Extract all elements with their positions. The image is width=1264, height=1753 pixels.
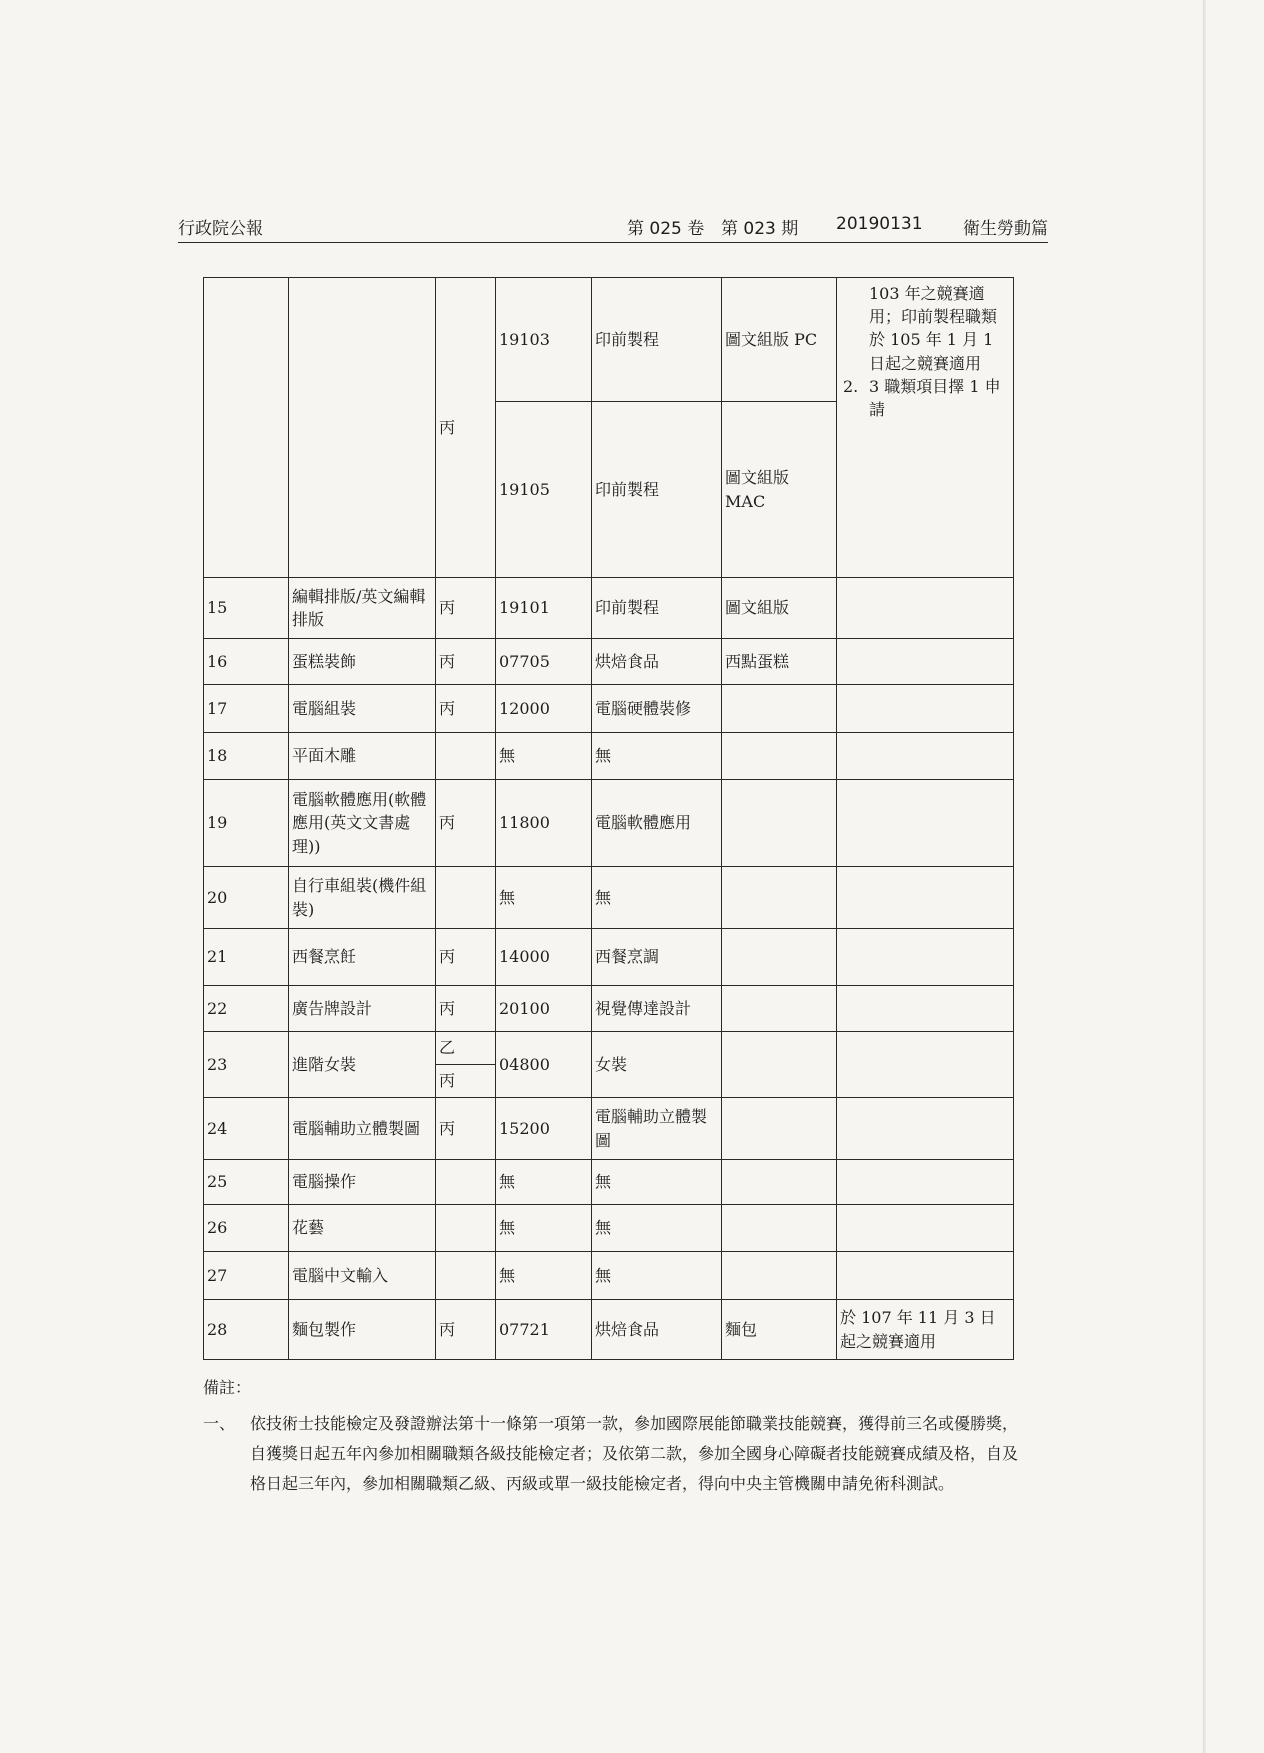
code-cell: 12000 xyxy=(496,685,592,733)
code-cell: 07705 xyxy=(496,639,592,685)
row-number-cell: 15 xyxy=(204,578,289,639)
competition-name-cell xyxy=(289,278,436,578)
category-cell: 無 xyxy=(592,1252,722,1300)
level-cell: 丙 xyxy=(436,578,496,639)
table-row xyxy=(204,578,1014,639)
publication-name: 行政院公報 xyxy=(178,219,263,239)
level-cell: 丙 xyxy=(436,639,496,685)
category-cell: 電腦軟體應用 xyxy=(592,780,722,867)
note-cell xyxy=(837,929,1014,986)
code-cell: 19105 xyxy=(496,402,592,578)
item-cell xyxy=(722,986,837,1032)
level-cell: 丙 xyxy=(436,1065,496,1098)
competition-name-cell: 電腦中文輸入 xyxy=(289,1252,436,1300)
page-header xyxy=(178,212,1048,243)
item-cell xyxy=(722,780,837,867)
item-cell xyxy=(722,867,837,929)
item-cell xyxy=(722,1160,837,1205)
code-cell: 無 xyxy=(496,1252,592,1300)
issue-number: 第 023 期 xyxy=(721,219,799,239)
code-cell: 無 xyxy=(496,867,592,929)
remarks-title: 備註： xyxy=(203,1378,252,1397)
item-cell xyxy=(722,1032,837,1098)
competition-name-cell: 蛋糕裝飾 xyxy=(289,639,436,685)
competition-name-cell: 麵包製作 xyxy=(289,1300,436,1360)
row-number-cell: 20 xyxy=(204,867,289,929)
note-cell xyxy=(837,867,1014,929)
publication-date: 20190131 xyxy=(836,214,923,234)
level-cell xyxy=(436,1160,496,1205)
table-row xyxy=(204,867,1014,929)
row-number-cell: 18 xyxy=(204,733,289,780)
category-cell: 印前製程 xyxy=(592,278,722,402)
level-cell xyxy=(436,733,496,780)
level-cell: 丙 xyxy=(436,986,496,1032)
category-cell: 烘焙食品 xyxy=(592,1300,722,1360)
note-cell xyxy=(837,1098,1014,1160)
note-cell xyxy=(837,780,1014,867)
table-row xyxy=(204,986,1014,1032)
competition-name-cell: 平面木雕 xyxy=(289,733,436,780)
table-row xyxy=(204,929,1014,986)
note-cell xyxy=(837,685,1014,733)
competition-name-cell: 進階女裝 xyxy=(289,1032,436,1098)
note-cell: 於 107 年 11 月 3 日起之競賽適用 xyxy=(837,1300,1014,1360)
table-row xyxy=(204,639,1014,685)
note-cell xyxy=(837,986,1014,1032)
competition-name-cell: 編輯排版/英文編輯排版 xyxy=(289,578,436,639)
competition-name-cell: 西餐烹飪 xyxy=(289,929,436,986)
table-row xyxy=(204,685,1014,733)
item-cell: 圖文組版 MAC xyxy=(722,402,837,578)
category-cell: 無 xyxy=(592,1205,722,1252)
code-cell: 無 xyxy=(496,733,592,780)
note-item: 2. 3 職類項目擇 1 申請 xyxy=(843,376,1001,419)
section-name: 衛生勞動篇 xyxy=(963,219,1048,239)
level-cell xyxy=(436,1205,496,1252)
row-number-cell: 19 xyxy=(204,780,289,867)
note-cell xyxy=(837,1252,1014,1300)
table-row xyxy=(204,733,1014,780)
competition-name-cell: 花藝 xyxy=(289,1205,436,1252)
code-cell: 19103 xyxy=(496,278,592,402)
note-cell xyxy=(837,1205,1014,1252)
code-cell: 11800 xyxy=(496,780,592,867)
note-cell xyxy=(837,1032,1014,1098)
category-cell: 電腦硬體裝修 xyxy=(592,685,722,733)
item-cell xyxy=(722,1098,837,1160)
category-cell: 電腦輔助立體製圖 xyxy=(592,1098,722,1160)
category-cell: 印前製程 xyxy=(592,578,722,639)
code-cell: 04800 xyxy=(496,1032,592,1098)
competition-name-cell: 電腦軟體應用(軟體應用(英文文書處理)) xyxy=(289,780,436,867)
category-cell: 無 xyxy=(592,867,722,929)
category-cell: 女裝 xyxy=(592,1032,722,1098)
code-cell: 14000 xyxy=(496,929,592,986)
table-row xyxy=(204,780,1014,867)
competition-name-cell: 電腦組裝 xyxy=(289,685,436,733)
level-cell: 丙 xyxy=(436,685,496,733)
item-cell: 西點蛋糕 xyxy=(722,639,837,685)
level-cell: 丙 xyxy=(436,278,496,578)
item-cell: 圖文組版 PC xyxy=(722,278,837,402)
row-number-cell: 22 xyxy=(204,986,289,1032)
competition-name-cell: 廣告牌設計 xyxy=(289,986,436,1032)
code-cell: 07721 xyxy=(496,1300,592,1360)
remark-item xyxy=(203,1409,1018,1499)
item-cell: 麵包 xyxy=(722,1300,837,1360)
row-number-cell: 16 xyxy=(204,639,289,685)
code-cell: 20100 xyxy=(496,986,592,1032)
item-cell xyxy=(722,1252,837,1300)
row-number-cell: 25 xyxy=(204,1160,289,1205)
level-cell: 丙 xyxy=(436,1300,496,1360)
item-cell: 圖文組版 xyxy=(722,578,837,639)
code-cell: 無 xyxy=(496,1160,592,1205)
category-cell: 無 xyxy=(592,1160,722,1205)
row-number-cell: 26 xyxy=(204,1205,289,1252)
table-row xyxy=(204,1252,1014,1300)
category-cell: 西餐烹調 xyxy=(592,929,722,986)
note-cell xyxy=(837,278,1014,578)
competition-name-cell: 自行車組裝(機件組裝) xyxy=(289,867,436,929)
table-row xyxy=(204,1098,1014,1160)
remark-marker: 一、 xyxy=(203,1414,236,1433)
note-cell xyxy=(837,639,1014,685)
category-cell: 視覺傳達設計 xyxy=(592,986,722,1032)
remarks-section xyxy=(203,1373,1018,1499)
level-cell xyxy=(436,1252,496,1300)
row-number-cell: 27 xyxy=(204,1252,289,1300)
row-number-cell: 21 xyxy=(204,929,289,986)
note-cell xyxy=(837,578,1014,639)
level-cell: 丙 xyxy=(436,1098,496,1160)
item-cell xyxy=(722,685,837,733)
table-row xyxy=(204,1205,1014,1252)
table-row xyxy=(204,1160,1014,1205)
page-edge-shadow xyxy=(1203,0,1206,1753)
table-row xyxy=(204,1032,1014,1065)
competition-name-cell: 電腦輔助立體製圖 xyxy=(289,1098,436,1160)
item-cell xyxy=(722,929,837,986)
code-cell: 19101 xyxy=(496,578,592,639)
remark-text: 依技術士技能檢定及發證辦法第十一條第一項第一款，參加國際展能節職業技能競賽，獲得前三名或優勝獎，自獲獎日起五年內參加相關職類各級技能檢定者；及依第二款，參加全國身心障礙者技能競賽成績及格，自及格日起三年內，參加相關職類乙級、丙級或單一級技能檢定者，得向中央主管機關申請免術科測試。 xyxy=(250,1414,1019,1493)
row-number-cell: 23 xyxy=(204,1032,289,1098)
skills-table xyxy=(203,277,1014,1360)
row-number-cell: 17 xyxy=(204,685,289,733)
item-cell xyxy=(722,1205,837,1252)
volume-number: 第 025 卷 xyxy=(627,219,705,239)
table-row xyxy=(204,278,1014,402)
competition-name-cell: 電腦操作 xyxy=(289,1160,436,1205)
item-cell xyxy=(722,733,837,780)
note-cell xyxy=(837,1160,1014,1205)
level-cell: 丙 xyxy=(436,780,496,867)
category-cell: 印前製程 xyxy=(592,402,722,578)
code-cell: 無 xyxy=(496,1205,592,1252)
code-cell: 15200 xyxy=(496,1098,592,1160)
level-cell: 丙 xyxy=(436,929,496,986)
row-number-cell: 24 xyxy=(204,1098,289,1160)
row-number-cell xyxy=(204,278,289,578)
level-cell xyxy=(436,867,496,929)
level-cell: 乙 xyxy=(436,1032,496,1065)
category-cell: 烘焙食品 xyxy=(592,639,722,685)
category-cell: 無 xyxy=(592,733,722,780)
note-item: 103 年之競賽適用；印前製程職類於 105 年 1 月 1 日起之競賽適用 xyxy=(869,284,998,373)
table-row xyxy=(204,1300,1014,1360)
note-cell xyxy=(837,733,1014,780)
row-number-cell: 28 xyxy=(204,1300,289,1360)
